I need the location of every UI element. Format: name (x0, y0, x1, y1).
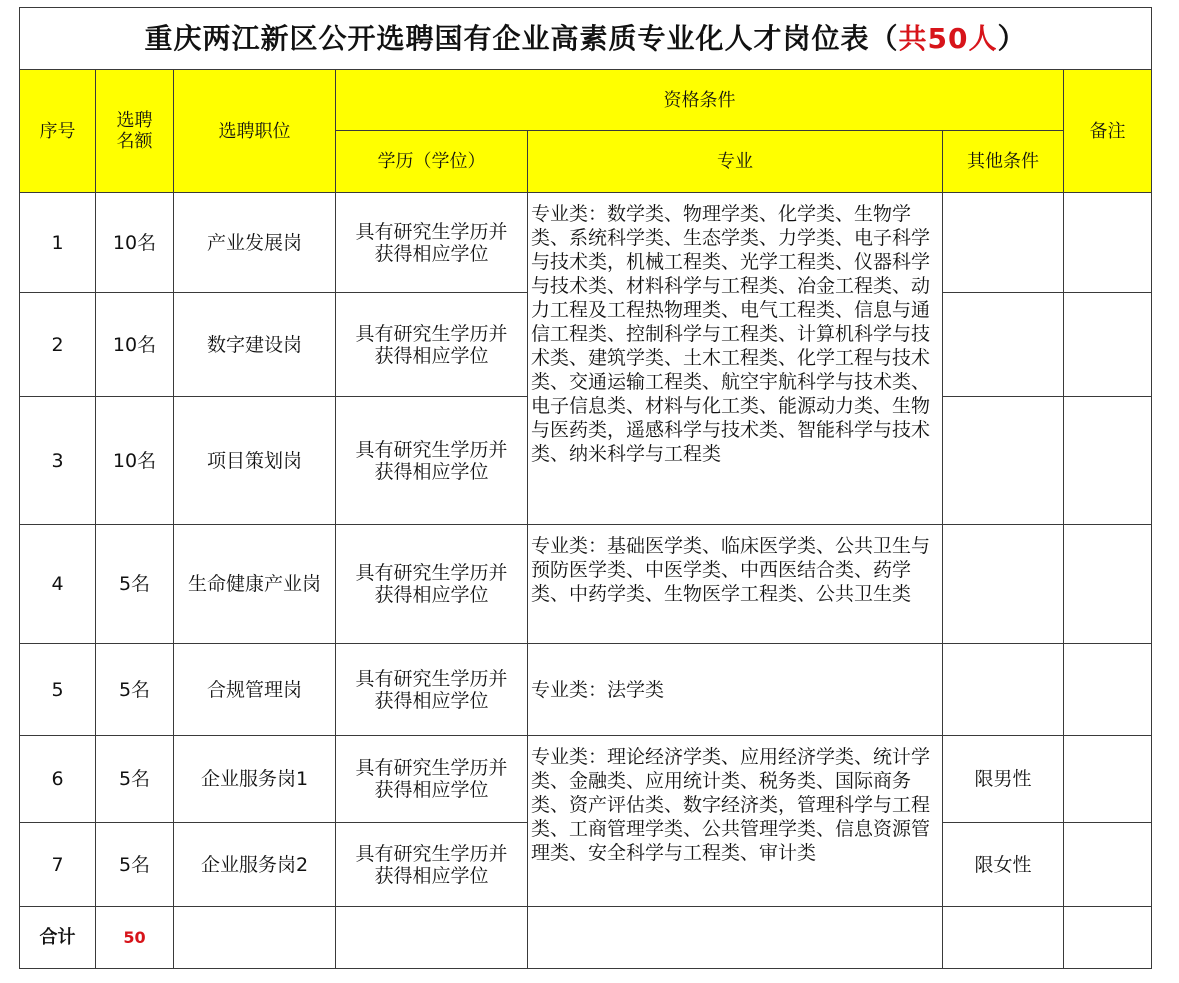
cell-education: 具有研究生学历并获得相应学位 (336, 293, 528, 397)
header-other: 其他条件 (943, 131, 1064, 193)
cell-other (943, 644, 1064, 736)
cell-quota: 10名 (96, 193, 174, 293)
cell-empty (943, 907, 1064, 969)
cell-quota: 5名 (96, 525, 174, 644)
cell-position: 项目策划岗 (174, 397, 336, 525)
cell-quota: 5名 (96, 644, 174, 736)
cell-remarks (1064, 823, 1152, 907)
cell-remarks (1064, 525, 1152, 644)
cell-remarks (1064, 293, 1152, 397)
cell-position: 生命健康产业岗 (174, 525, 336, 644)
recruitment-table-sheet (19, 7, 1151, 970)
cell-other (943, 293, 1064, 397)
table-row (20, 736, 1152, 823)
cell-seq: 3 (20, 397, 96, 525)
total-row (20, 907, 1152, 969)
cell-other: 限女性 (943, 823, 1064, 907)
cell-seq: 1 (20, 193, 96, 293)
cell-quota: 10名 (96, 397, 174, 525)
header-seq: 序号 (20, 70, 96, 193)
header-remarks: 备注 (1064, 70, 1152, 193)
cell-other (943, 525, 1064, 644)
cell-quota: 5名 (96, 736, 174, 823)
cell-empty (336, 907, 528, 969)
cell-seq: 7 (20, 823, 96, 907)
cell-education: 具有研究生学历并获得相应学位 (336, 644, 528, 736)
cell-position: 数字建设岗 (174, 293, 336, 397)
cell-education: 具有研究生学历并获得相应学位 (336, 823, 528, 907)
cell-position: 企业服务岗2 (174, 823, 336, 907)
total-value: 50 (96, 907, 174, 969)
cell-seq: 5 (20, 644, 96, 736)
cell-remarks (1064, 193, 1152, 293)
title-paren-open: （ (869, 21, 899, 55)
header-qualifications: 资格条件 (336, 70, 1064, 131)
cell-seq: 6 (20, 736, 96, 823)
cell-remarks (1064, 644, 1152, 736)
header-position: 选聘职位 (174, 70, 336, 193)
cell-other (943, 397, 1064, 525)
positions-table (19, 7, 1152, 969)
cell-major-row-4: 专业类：基础医学类、临床医学类、公共卫生与预防医学类、中医学类、中西医结合类、药学类、中药学类、生物医学工程类、公共卫生类 (528, 525, 943, 644)
cell-position: 企业服务岗1 (174, 736, 336, 823)
cell-major-group-1-3: 专业类：数学类、物理学类、化学类、生物学类、系统科学类、生态学类、力学类、电子科学与技术类，机械工程类、光学工程类、仪器科学与技术类、材料科学与工程类、冶金工程类、动力工程及工程热物理类、电气工程类、信息与通信工程类、控制科学与工程类、计算机科学与技术类、建筑学类、土木工程类、化学工程与技术类、交通运输工程类、航空宇航科学与技术类、电子信息类、材料与化工类、能源动力类、生物与医药类，遥感科学与技术类、智能科学与技术类、纳米科学与工程类 (528, 193, 943, 525)
cell-other: 限男性 (943, 736, 1064, 823)
cell-remarks (1064, 397, 1152, 525)
table-row (20, 644, 1152, 736)
cell-empty (1064, 907, 1152, 969)
title-paren-close: ） (997, 21, 1027, 55)
table-row (20, 193, 1152, 293)
cell-education: 具有研究生学历并获得相应学位 (336, 525, 528, 644)
header-major: 专业 (528, 131, 943, 193)
cell-empty (174, 907, 336, 969)
total-label: 合计 (20, 907, 96, 969)
header-quota: 选聘名额 (96, 70, 174, 193)
cell-position: 产业发展岗 (174, 193, 336, 293)
table-row (20, 525, 1152, 644)
header-education: 学历（学位） (336, 131, 528, 193)
cell-major-row-5: 专业类：法学类 (528, 644, 943, 736)
cell-education: 具有研究生学历并获得相应学位 (336, 193, 528, 293)
title-text: 重庆两江新区公开选聘国有企业高素质专业化人才岗位表 (144, 21, 870, 55)
cell-empty (528, 907, 943, 969)
cell-position: 合规管理岗 (174, 644, 336, 736)
title-total-highlight: 共50人 (898, 21, 998, 55)
cell-major-group-6-7: 专业类：理论经济学类、应用经济学类、统计学类、金融类、应用统计类、税务类、国际商务类、资产评估类、数字经济类，管理科学与工程类、工商管理学类、公共管理学类、信息资源管理类、安全科学与工程类、审计类 (528, 736, 943, 907)
cell-remarks (1064, 736, 1152, 823)
cell-seq: 2 (20, 293, 96, 397)
cell-education: 具有研究生学历并获得相应学位 (336, 397, 528, 525)
cell-quota: 10名 (96, 293, 174, 397)
cell-education: 具有研究生学历并获得相应学位 (336, 736, 528, 823)
cell-seq: 4 (20, 525, 96, 644)
cell-other (943, 193, 1064, 293)
table-title (20, 8, 1152, 70)
cell-quota: 5名 (96, 823, 174, 907)
